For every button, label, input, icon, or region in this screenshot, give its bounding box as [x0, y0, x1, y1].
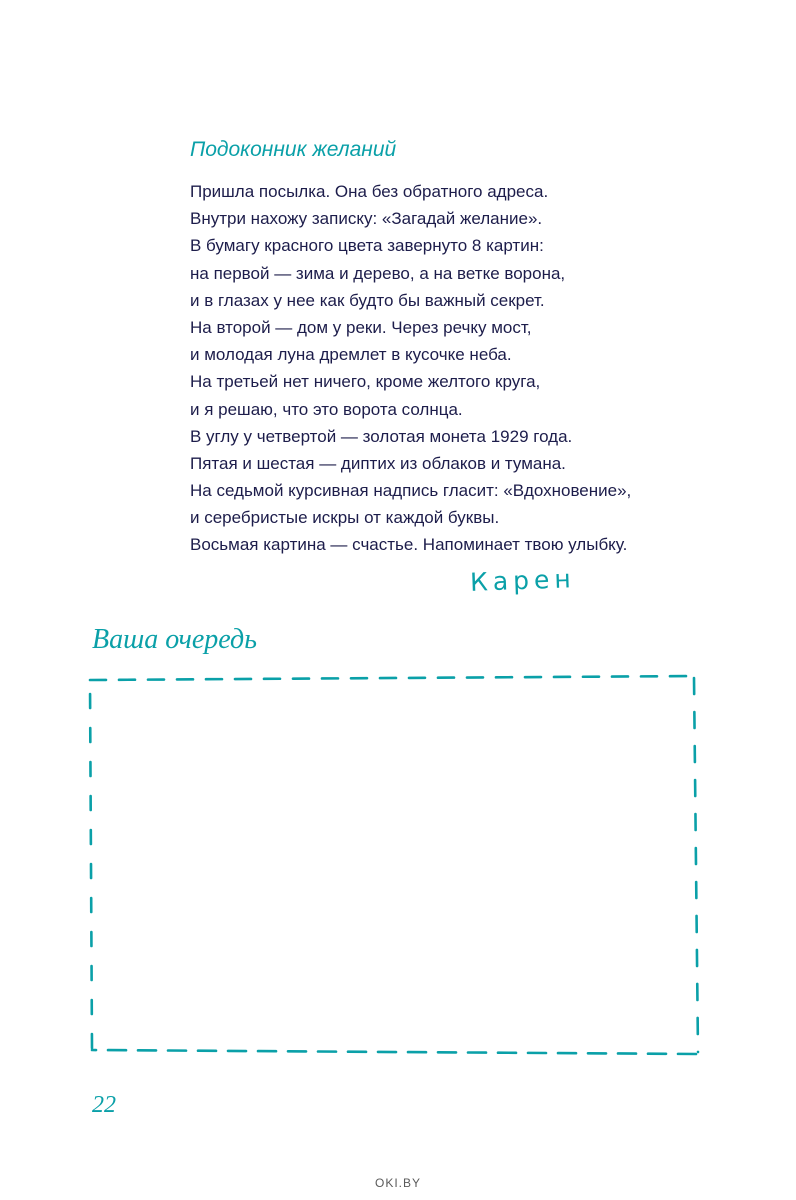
- watermark: OKI.BY: [374, 1176, 421, 1190]
- poem-title: Подоконник желаний: [190, 138, 397, 161]
- poem-line: На третьей нет ничего, кроме желтого круга,: [190, 372, 541, 392]
- poem-line: Внутри нахожу записку: «Загадай желание».: [190, 209, 543, 229]
- page-number: 22: [92, 1092, 116, 1118]
- poem-line: В бумагу красного цвета завернуто 8 картин:: [190, 236, 544, 256]
- poem-line: Пришла посылка. Она без обратного адреса.: [190, 182, 549, 201]
- poem-line: На второй — дом у реки. Через речку мост,: [190, 317, 532, 337]
- poem-line: на первой — зима и дерево, а на ветке ворона,: [190, 263, 566, 283]
- poem-line: Восьмая картина — счастье. Напоминает твою улыбку.: [190, 535, 628, 555]
- poem-line: и я решаю, что это ворота солнца.: [190, 399, 463, 419]
- poem-line: Пятая и шестая — диптих из облаков и тумана.: [190, 453, 566, 473]
- answer-box: [80, 664, 710, 1066]
- poem-text: [190, 178, 631, 559]
- frame-left-edge: [90, 682, 92, 1048]
- frame-right-edge: [694, 678, 698, 1052]
- poem-line: На седьмой курсивная надпись гласит: «Вдохновение»,: [190, 481, 632, 501]
- poem-line: и в глазах у нее как будто бы важный секрет.: [190, 290, 545, 310]
- frame-bottom-edge: [92, 1050, 696, 1054]
- poem-line: и молодая луна дремлет в кусочке неба.: [190, 345, 512, 365]
- dashed-frame: [80, 664, 710, 1066]
- section-title: Ваша очередь: [92, 624, 257, 655]
- poem-line: В углу у четвертой — золотая монета 1929 года.: [190, 426, 573, 446]
- poem-line: и серебристые искры от каждой буквы.: [190, 508, 500, 528]
- frame-top-edge: [90, 676, 698, 680]
- signature: Карен: [469, 564, 577, 597]
